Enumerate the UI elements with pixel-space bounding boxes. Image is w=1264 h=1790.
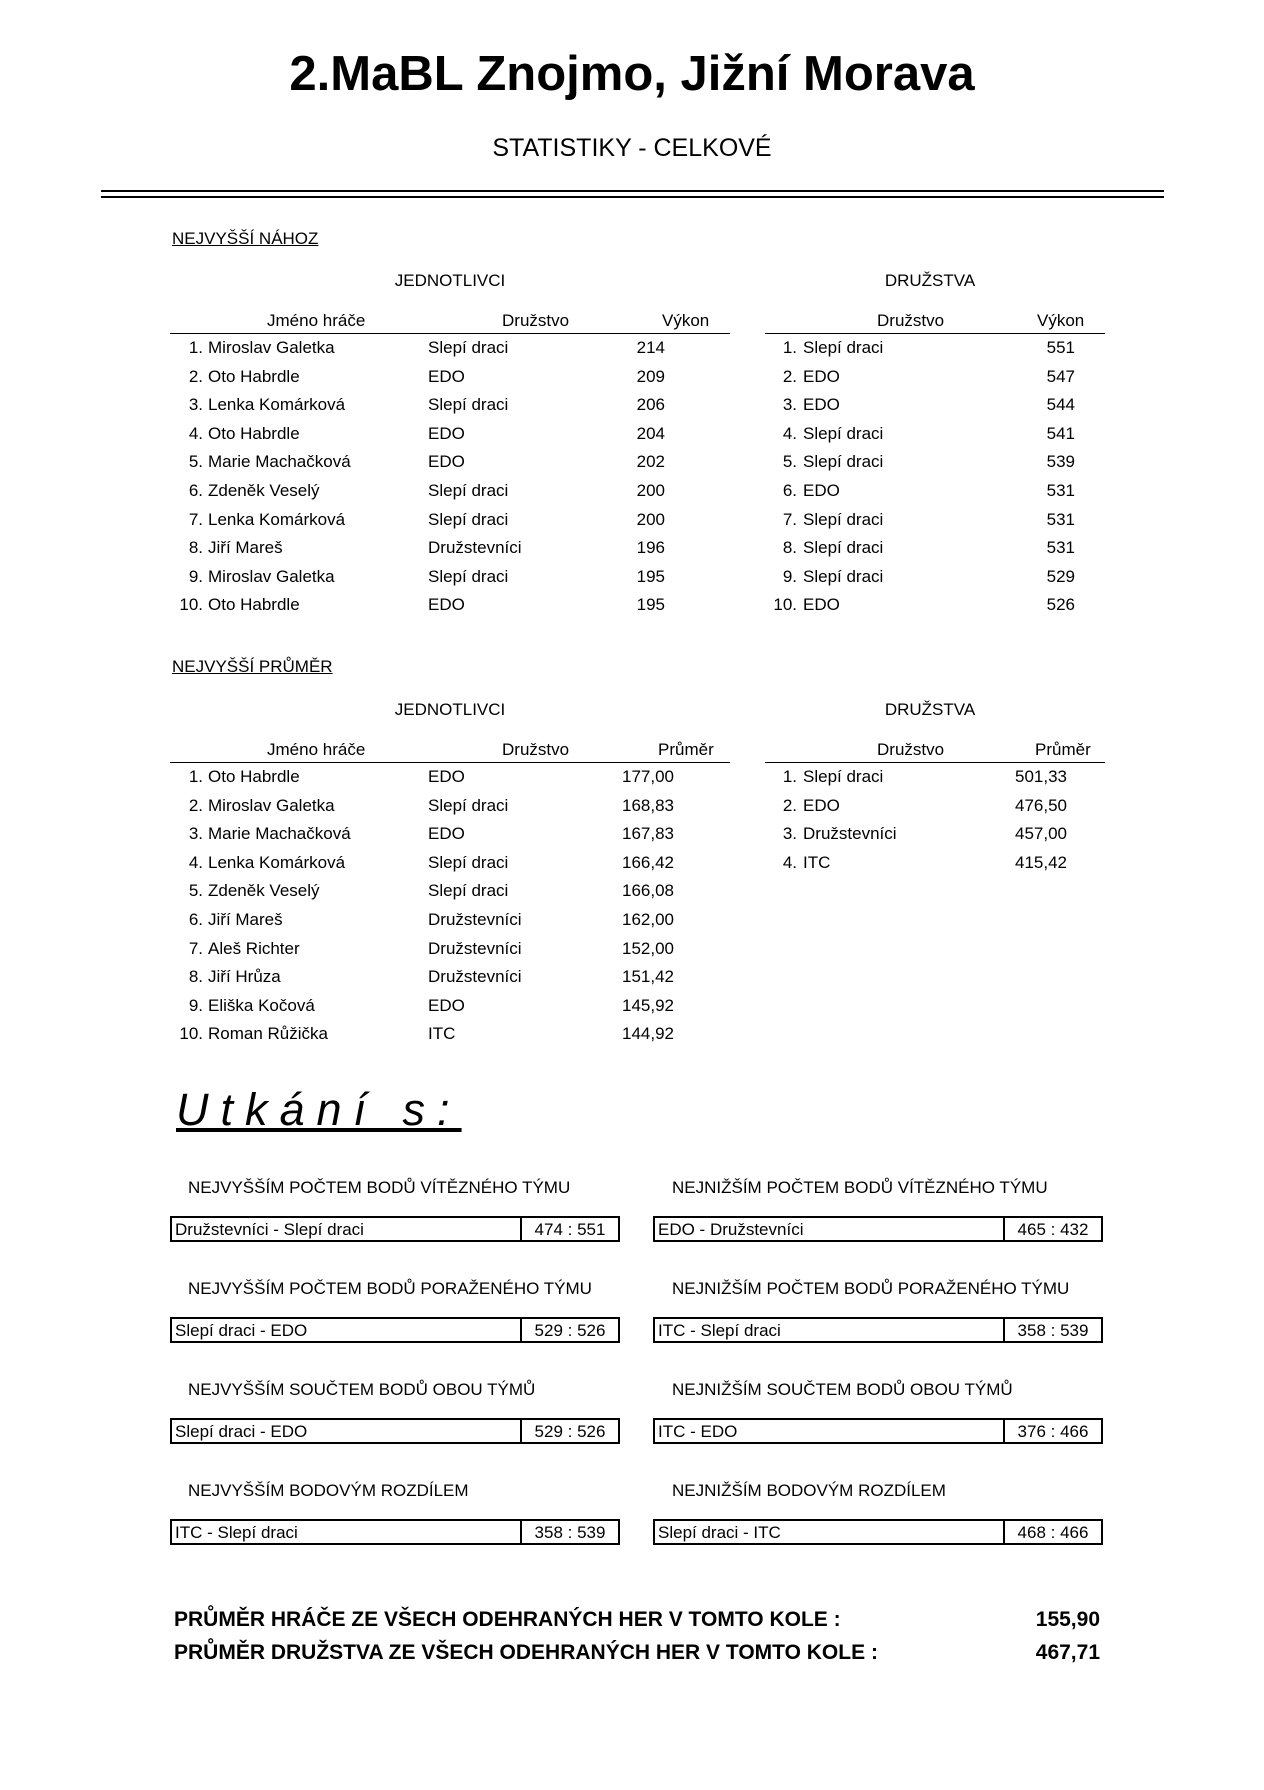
table-row <box>170 334 730 363</box>
cell-rank: 5. <box>782 452 797 472</box>
cell-name: Zdeněk Veselý <box>208 480 320 500</box>
column-header-player: Jméno hráče <box>267 311 366 330</box>
cell-value: 196 <box>636 538 665 558</box>
cell-team: Slepí draci <box>428 338 509 357</box>
table-row <box>765 448 1105 477</box>
cell-value: 531 <box>1046 538 1075 558</box>
teams-heading-prumer: DRUŽSTVA <box>884 700 976 719</box>
cell-rank: 9. <box>782 566 797 586</box>
column-header-value: Průměr <box>1035 740 1091 759</box>
cell-team: EDO <box>428 452 465 472</box>
cell-name: Oto Habrdle <box>208 595 300 615</box>
match-teams: Družstevníci - Slepí draci <box>175 1220 364 1239</box>
cell-rank: 7. <box>782 509 797 529</box>
cell-name: Oto Habrdle <box>208 423 300 443</box>
cell-value: 162,00 <box>622 909 674 929</box>
table-row <box>765 820 1105 849</box>
column-header-team: Družstvo <box>502 740 570 759</box>
cell-value: 145,92 <box>622 995 674 1015</box>
cell-team: Slepí draci <box>428 395 509 415</box>
teams-table-prumer <box>765 738 1105 877</box>
cell-rank: 4. <box>188 423 203 443</box>
match-score: 474 : 551 <box>520 1218 618 1240</box>
cell-team: Družstevníci <box>428 938 522 958</box>
cell-value: 168,83 <box>622 795 674 815</box>
cell-name: Lenka Komárková <box>208 852 346 872</box>
cell-value: 209 <box>636 366 665 386</box>
cell-value: 214 <box>636 338 665 357</box>
match-score: 358 : 539 <box>520 1521 618 1543</box>
cell-rank: 6. <box>188 909 203 929</box>
cell-team: Slepí draci <box>803 767 884 786</box>
table-row <box>170 877 730 906</box>
cell-rank: 10. <box>179 595 203 615</box>
cell-name: Oto Habrdle <box>208 366 300 386</box>
cell-team: ITC <box>428 1024 456 1044</box>
page-subtitle: STATISTIKY - CELKOVÉ <box>492 134 772 162</box>
cell-rank: 10. <box>773 595 797 615</box>
table-row <box>170 448 730 477</box>
table-row <box>170 820 730 849</box>
cell-rank: 1. <box>188 767 203 786</box>
cell-team: Družstevníci <box>428 909 522 929</box>
match-teams: Slepí draci - EDO <box>175 1422 308 1441</box>
cell-value: 526 <box>1046 595 1075 615</box>
match-result-box <box>653 1418 1103 1444</box>
individuals-heading-prumer: JEDNOTLIVCI <box>394 700 506 719</box>
cell-rank: 8. <box>188 967 203 987</box>
table-row <box>765 849 1105 878</box>
cell-rank: 7. <box>188 938 203 958</box>
cell-rank: 3. <box>782 824 797 844</box>
header-divider-top <box>101 190 1164 192</box>
cell-name: Miroslav Galetka <box>208 338 335 357</box>
teams-table-nahoz <box>765 309 1105 620</box>
cell-rank: 8. <box>782 538 797 558</box>
section-heading-nahoz: NEJVYŠŠÍ NÁHOZ <box>172 229 319 248</box>
cell-team: Slepí draci <box>428 480 509 500</box>
column-header-value: Výkon <box>662 311 710 330</box>
match-teams: ITC - Slepí draci <box>175 1523 298 1542</box>
cell-rank: 9. <box>188 566 203 586</box>
cell-name: Aleš Richter <box>208 938 300 958</box>
table-row <box>170 563 730 592</box>
cell-team: EDO <box>428 595 465 615</box>
column-header-value: Průměr <box>658 740 714 759</box>
cell-rank: 1. <box>782 767 797 786</box>
table-row <box>170 477 730 506</box>
match-score: 465 : 432 <box>1003 1218 1101 1240</box>
cell-rank: 1. <box>188 338 203 357</box>
table-row <box>170 591 730 620</box>
match-result-box <box>170 1519 620 1545</box>
cell-name: Marie Machačková <box>208 824 351 844</box>
summary-team-label: PRŮMĚR DRUŽSTVA ZE VŠECH ODEHRANÝCH HER V TOMTO KOLE : <box>174 1641 878 1664</box>
cell-team: Družstevníci <box>803 824 897 844</box>
cell-rank: 10. <box>179 1024 203 1044</box>
match-result-box <box>653 1216 1103 1242</box>
table-row <box>170 363 730 392</box>
cell-value: 541 <box>1046 423 1075 443</box>
cell-rank: 5. <box>188 881 203 901</box>
table-row <box>765 420 1105 449</box>
match-label: NEJVYŠŠÍM BODOVÝM ROZDÍLEM <box>188 1481 469 1500</box>
cell-rank: 3. <box>188 824 203 844</box>
cell-team: Slepí draci <box>803 538 884 558</box>
cell-rank: 1. <box>782 338 797 357</box>
cell-value: 202 <box>636 452 665 472</box>
matches-heading: Utkání s: <box>176 1084 462 1135</box>
cell-value: 200 <box>636 480 665 500</box>
match-teams: Slepí draci - EDO <box>175 1321 308 1340</box>
cell-team: Slepí draci <box>803 452 884 472</box>
cell-team: Družstevníci <box>428 967 522 987</box>
summary-player-value: 155,90 <box>1035 1608 1100 1631</box>
match-label: NEJVYŠŠÍM POČTEM BODŮ PORAŽENÉHO TÝMU <box>188 1279 592 1298</box>
table-row <box>765 391 1105 420</box>
individuals-table-prumer <box>170 738 730 1049</box>
table-header <box>765 309 1105 334</box>
cell-team: EDO <box>803 480 840 500</box>
column-header-team: Družstvo <box>502 311 570 330</box>
table-row <box>765 534 1105 563</box>
cell-value: 166,42 <box>622 852 674 872</box>
cell-value: 144,92 <box>622 1024 674 1044</box>
table-row <box>170 391 730 420</box>
table-header <box>170 309 730 334</box>
cell-value: 531 <box>1046 509 1075 529</box>
individuals-table-nahoz <box>170 309 730 620</box>
table-header <box>170 738 730 763</box>
cell-team: Družstevníci <box>428 538 522 558</box>
teams-heading-nahoz: DRUŽSTVA <box>884 271 976 290</box>
cell-rank: 4. <box>782 423 797 443</box>
cell-value: 529 <box>1046 566 1075 586</box>
cell-rank: 5. <box>188 452 203 472</box>
cell-team: EDO <box>803 595 840 615</box>
cell-value: 177,00 <box>622 767 674 786</box>
cell-team: EDO <box>803 366 840 386</box>
match-label: NEJNIŽŠÍM BODOVÝM ROZDÍLEM <box>672 1481 946 1500</box>
match-result-box <box>170 1216 620 1242</box>
cell-team: Slepí draci <box>428 566 509 586</box>
match-label: NEJNIŽŠÍM SOUČTEM BODŮ OBOU TÝMŮ <box>672 1380 1013 1399</box>
match-teams: ITC - Slepí draci <box>658 1321 781 1340</box>
cell-name: Jiří Hrůza <box>208 967 281 987</box>
match-score: 468 : 466 <box>1003 1521 1101 1543</box>
match-label: NEJVYŠŠÍM SOUČTEM BODŮ OBOU TÝMŮ <box>188 1380 536 1399</box>
table-row <box>765 363 1105 392</box>
match-score: 529 : 526 <box>520 1319 618 1341</box>
cell-team: ITC <box>803 852 831 872</box>
cell-team: EDO <box>428 423 465 443</box>
cell-value: 206 <box>636 395 665 415</box>
table-row <box>170 506 730 535</box>
cell-value: 551 <box>1046 338 1075 357</box>
cell-name: Lenka Komárková <box>208 395 346 415</box>
cell-rank: 2. <box>188 795 203 815</box>
cell-team: Slepí draci <box>803 423 884 443</box>
table-row <box>170 963 730 992</box>
cell-team: Slepí draci <box>803 509 884 529</box>
cell-value: 200 <box>636 509 665 529</box>
match-teams: EDO - Družstevníci <box>658 1220 804 1239</box>
table-row <box>170 1020 730 1049</box>
column-header-team: Družstvo <box>877 740 945 759</box>
cell-team: EDO <box>428 995 465 1015</box>
match-result-box <box>653 1317 1103 1343</box>
table-header <box>765 738 1105 763</box>
table-row <box>170 534 730 563</box>
match-result-box <box>653 1519 1103 1545</box>
match-score: 376 : 466 <box>1003 1420 1101 1442</box>
table-row <box>765 506 1105 535</box>
cell-value: 544 <box>1046 395 1075 415</box>
match-label: NEJNIŽŠÍM POČTEM BODŮ PORAŽENÉHO TÝMU <box>672 1279 1070 1298</box>
match-result-box <box>170 1418 620 1444</box>
cell-name: Oto Habrdle <box>208 767 300 786</box>
table-row <box>170 935 730 964</box>
summary-player-label: PRŮMĚR HRÁČE ZE VŠECH ODEHRANÝCH HER V TOMTO KOLE : <box>174 1608 841 1631</box>
table-row <box>765 477 1105 506</box>
table-row <box>765 334 1105 363</box>
cell-value: 539 <box>1046 452 1075 472</box>
cell-name: Lenka Komárková <box>208 509 346 529</box>
cell-rank: 2. <box>782 366 797 386</box>
cell-rank: 8. <box>188 538 203 558</box>
cell-name: Zdeněk Veselý <box>208 881 320 901</box>
match-label: NEJVYŠŠÍM POČTEM BODŮ VÍTĚZNÉHO TÝMU <box>188 1178 571 1197</box>
cell-value: 151,42 <box>622 967 674 987</box>
cell-value: 547 <box>1046 366 1075 386</box>
cell-rank: 3. <box>188 395 203 415</box>
cell-value: 531 <box>1046 480 1075 500</box>
cell-name: Miroslav Galetka <box>208 566 335 586</box>
cell-value: 166,08 <box>622 881 674 901</box>
match-result-box <box>170 1317 620 1343</box>
cell-team: Slepí draci <box>428 509 509 529</box>
cell-team: Slepí draci <box>428 795 509 815</box>
cell-team: EDO <box>803 395 840 415</box>
match-teams: ITC - EDO <box>658 1422 738 1441</box>
table-row <box>765 563 1105 592</box>
column-header-value: Výkon <box>1037 311 1085 330</box>
cell-value: 152,00 <box>622 938 674 958</box>
column-header-team: Družstvo <box>877 311 945 330</box>
table-row <box>170 849 730 878</box>
cell-team: EDO <box>428 824 465 844</box>
cell-team: EDO <box>428 366 465 386</box>
table-row <box>170 906 730 935</box>
cell-team: Slepí draci <box>428 852 509 872</box>
cell-value: 167,83 <box>622 824 674 844</box>
match-label: NEJNIŽŠÍM POČTEM BODŮ VÍTĚZNÉHO TÝMU <box>672 1178 1048 1197</box>
cell-rank: 4. <box>188 852 203 872</box>
summary-team-value: 467,71 <box>1035 1641 1100 1664</box>
cell-name: Jiří Mareš <box>208 909 283 929</box>
cell-name: Jiří Mareš <box>208 538 283 558</box>
cell-rank: 4. <box>782 852 797 872</box>
section-heading-prumer: NEJVYŠŠÍ PRŮMĚR <box>172 657 333 676</box>
cell-name: Eliška Kočová <box>208 995 315 1015</box>
table-row <box>170 992 730 1021</box>
match-teams: Slepí draci - ITC <box>658 1523 781 1542</box>
cell-value: 415,42 <box>1015 852 1067 872</box>
cell-team: EDO <box>803 795 840 815</box>
cell-team: Slepí draci <box>428 881 509 901</box>
cell-team: EDO <box>428 767 465 786</box>
table-row <box>765 591 1105 620</box>
individuals-heading-nahoz: JEDNOTLIVCI <box>394 271 506 290</box>
table-row <box>170 792 730 821</box>
table-row <box>170 420 730 449</box>
header-divider-bottom <box>101 196 1164 198</box>
cell-name: Miroslav Galetka <box>208 795 335 815</box>
page-title: 2.MaBL Znojmo, Jižní Morava <box>289 47 975 101</box>
cell-rank: 3. <box>782 395 797 415</box>
table-row <box>765 763 1105 792</box>
cell-value: 204 <box>636 423 665 443</box>
cell-rank: 9. <box>188 995 203 1015</box>
cell-rank: 6. <box>782 480 797 500</box>
cell-value: 195 <box>636 595 665 615</box>
cell-value: 195 <box>636 566 665 586</box>
table-row <box>765 792 1105 821</box>
cell-rank: 2. <box>188 366 203 386</box>
cell-team: Slepí draci <box>803 338 884 357</box>
cell-rank: 7. <box>188 509 203 529</box>
cell-value: 501,33 <box>1015 767 1067 786</box>
match-score: 529 : 526 <box>520 1420 618 1442</box>
cell-name: Marie Machačková <box>208 452 351 472</box>
cell-value: 457,00 <box>1015 824 1067 844</box>
cell-rank: 2. <box>782 795 797 815</box>
column-header-player: Jméno hráče <box>267 740 366 759</box>
match-score: 358 : 539 <box>1003 1319 1101 1341</box>
cell-rank: 6. <box>188 480 203 500</box>
cell-name: Roman Růžička <box>208 1024 328 1044</box>
cell-team: Slepí draci <box>803 566 884 586</box>
table-row <box>170 763 730 792</box>
cell-value: 476,50 <box>1015 795 1067 815</box>
